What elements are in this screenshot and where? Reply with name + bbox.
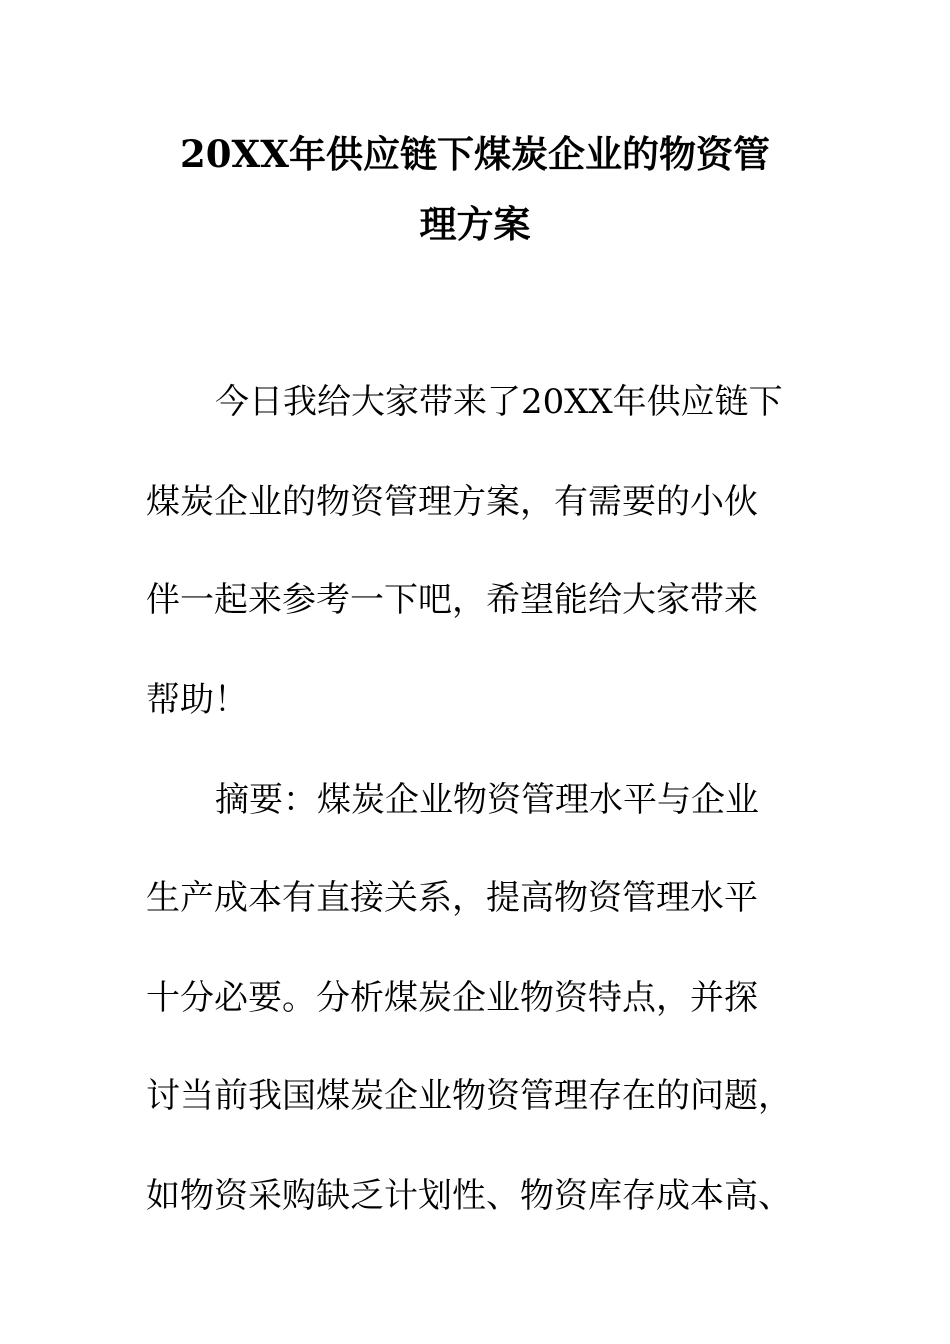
title-line-2: 理方案 (419, 202, 531, 246)
paragraph-2-line-3: 十分必要。分析煤炭企业物资特点，并探 (146, 978, 758, 1018)
paragraph-2-line-4: 讨当前我国煤炭企业物资管理存在的问题， (146, 1076, 792, 1116)
paragraph-1-line-3: 伴一起来参考一下吧，希望能给大家带来 (146, 580, 758, 620)
paragraph-2-line-2: 生产成本有直接关系，提高物资管理水平 (146, 878, 758, 918)
paragraph-1-line-4: 帮助！ (146, 680, 248, 720)
title-line-1: 20XX年供应链下煤炭企业的物资管 (180, 132, 770, 176)
paragraph-2-line-5: 如物资采购缺乏计划性、物资库存成本高、 (146, 1176, 792, 1216)
paragraph-2-line-1: 摘要：煤炭企业物资管理水平与企业 (215, 780, 759, 820)
document-title (146, 119, 804, 259)
paragraph-1-line-2: 煤炭企业的物资管理方案，有需要的小伙 (146, 482, 758, 522)
paragraph-1-line-1: 今日我给大家带来了20XX年供应链下 (215, 382, 783, 422)
